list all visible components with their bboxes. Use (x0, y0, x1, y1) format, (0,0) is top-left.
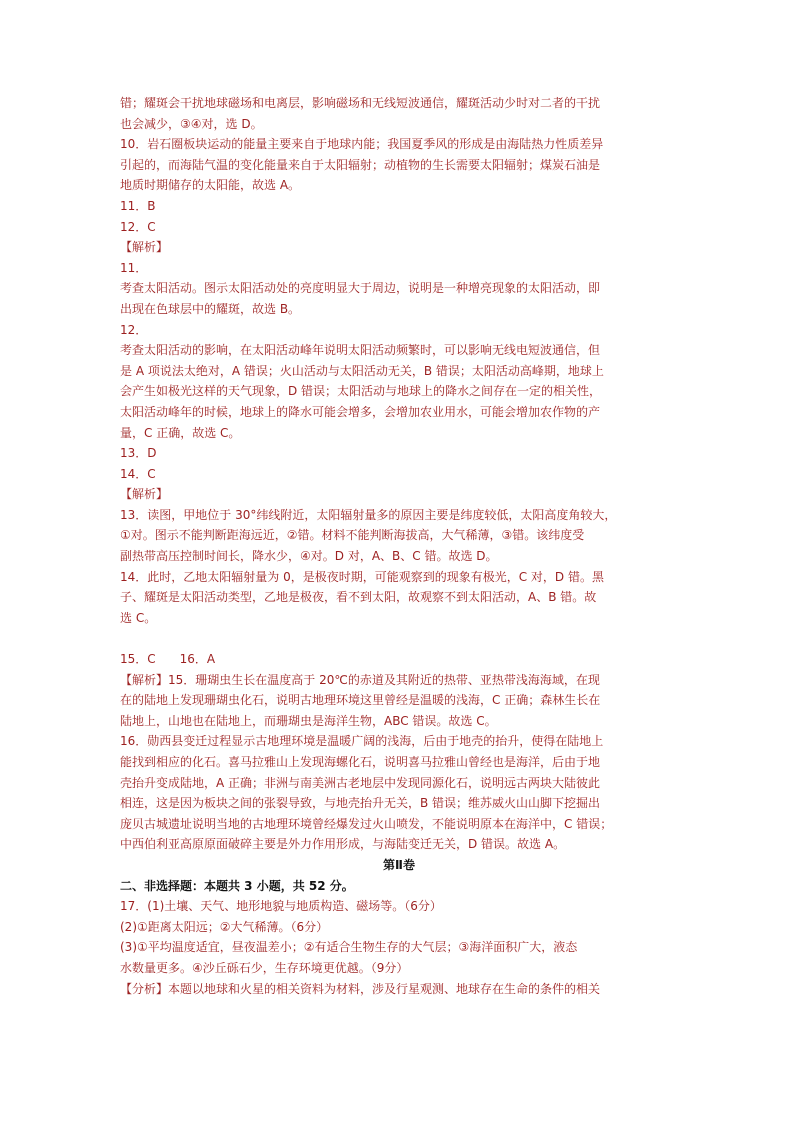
text-line: 13．读图，甲地位于 30°纬线附近，太阳辐射量多的原因主要是纬度较低，太阳高度角较大， (120, 507, 617, 522)
answer-lines-section (120, 896, 678, 999)
text-line: 13．D (120, 446, 157, 461)
section-title: 第Ⅱ卷 (383, 857, 415, 872)
text-line: 引起的，而海陆气温的变化能量来自于太阳辐射；动植物的生长需要太阳辐射；煤炭石油是 (120, 157, 601, 172)
text-line: 【解析】15．珊瑚虫生长在温度高于 20℃的赤道及其附近的热带、亚热带浅海海域，在现 (120, 672, 600, 687)
text-line: 12． (120, 322, 148, 337)
text-line: 16．勋西县变迁过程显示古地理环境是温暖广阔的浅海，后由于地壳的抬升，使得在陆地上 (120, 734, 604, 749)
text-line: 10．岩石圈板块运动的能量主要来自于地球内能；我国夏季风的形成是由海陆热力性质差异 (120, 137, 604, 152)
text-line: 错；耀斑会干扰地球磁场和电离层，影响磁场和无线短波通信，耀斑活动少时对二者的干扰 (120, 96, 601, 110)
text-line: 是 A 项说法太绝对，A 错误；火山活动与太阳活动无关，B 错误；太阳活动高峰期，地球上 (120, 363, 604, 378)
text-line: 14．此时，乙地太阳辐射量为 0，是极夜时期，可能观察到的现象有极光，C 对，D 错。黑 (120, 569, 604, 584)
text-line: 中西伯利亚高原原面破碎主要是外力作用形成，与海陆变迁无关，D 错误。故选 A。 (120, 837, 566, 852)
text-line: 【解析】 (120, 487, 169, 502)
text-line: 相连，这是因为板块之间的张裂导致，与地壳抬升无关，B 错误；维苏威火山山脚下挖掘出 (120, 796, 601, 811)
text-line: 量，C 正确，故选 C。 (120, 425, 241, 440)
text-line: 14．C (120, 466, 156, 481)
text-line: ①对。图示不能判断距海远近，②错。材料不能判断海拔高，大气稀薄，③错。该纬度受 (120, 528, 585, 543)
document-content (120, 93, 678, 999)
text-line: 11． (120, 260, 148, 275)
text-line (120, 628, 678, 649)
text-line: 17．(1)土壤、天气、地形地貌与地质构造、磁场等。（6分） (120, 899, 442, 914)
text-line: 副热带高压控制时间长，降水少，④对。D 对，A、B、C 错。故选 D。 (120, 549, 498, 564)
answer-key-section (120, 93, 678, 855)
text-line: 11．B (120, 198, 156, 213)
text-line: 能找到相应的化石。喜马拉雅山上发现海螺化石，说明喜马拉雅山曾经也是海洋，后由于地 (120, 755, 601, 769)
text-line: 考查太阳活动。图示太阳活动处的亮度明显大于周边，说明是一种增亮现象的太阳活动，即 (120, 281, 601, 296)
text-line: (2)①距离太阳远；②大气稀薄。（6分） (120, 919, 329, 934)
text-line: 【分析】本题以地球和火星的相关资料为材料，涉及行星观测、地球存在生命的条件的相关 (120, 981, 601, 996)
part-heading: 二、非选择题：本题共 3 小题，共 52 分。 (120, 878, 354, 893)
text-line: 也会减少，③④对，选 D。 (120, 116, 263, 131)
text-line: 15．C 16．A (120, 652, 216, 667)
text-line: 在的陆地上发现珊瑚虫化石，说明古地理环境这里曾经是温暖的浅海，C 正确；森林生长在 (120, 693, 601, 708)
text-line: 庞贝古城遗址说明当地的古地理环境曾经爆发过火山喷发，不能说明原本在海洋中，C 错误； (120, 816, 613, 831)
text-line: (3)①平均温度适宜，昼夜温差小；②有适合生物生存的大气层；③海洋面积广大，液态 (120, 940, 578, 955)
text-line: 子、耀斑是太阳活动类型，乙地是极夜，看不到太阳，故观察不到太阳活动，A、B 错。故 (120, 590, 597, 605)
text-line: 陆地上，山地也在陆地上，而珊瑚虫是海洋生物，ABC 错误。故选 C。 (120, 713, 497, 728)
text-line: 【解析】 (120, 240, 169, 255)
text-line: 12．C (120, 219, 156, 234)
text-line: 选 C。 (120, 610, 157, 625)
text-line: 会产生如极光这样的天气现象，D 错误；太阳活动与地球上的降水之间存在一定的相关性， (120, 384, 602, 399)
text-line: 太阳活动峰年的时候，地球上的降水可能会增多，会增加农业用水，可能会增加农作物的产 (120, 404, 601, 419)
text-line: 壳抬升变成陆地，A 正确；非洲与南美洲古老地层中发现同源化石，说明远古两块大陆彼此 (120, 775, 601, 790)
text-line: 地质时期储存的太阳能，故选 A。 (120, 178, 301, 193)
text-line: 水数量更多。④沙丘砾石少，生存环境更优越。（9分） (120, 960, 409, 975)
text-line: 出现在色球层中的耀斑，故选 B。 (120, 301, 301, 316)
text-line: 考查太阳活动的影响，在太阳活动峰年说明太阳活动频繁时，可以影响无线电短波通信，但 (120, 343, 601, 358)
